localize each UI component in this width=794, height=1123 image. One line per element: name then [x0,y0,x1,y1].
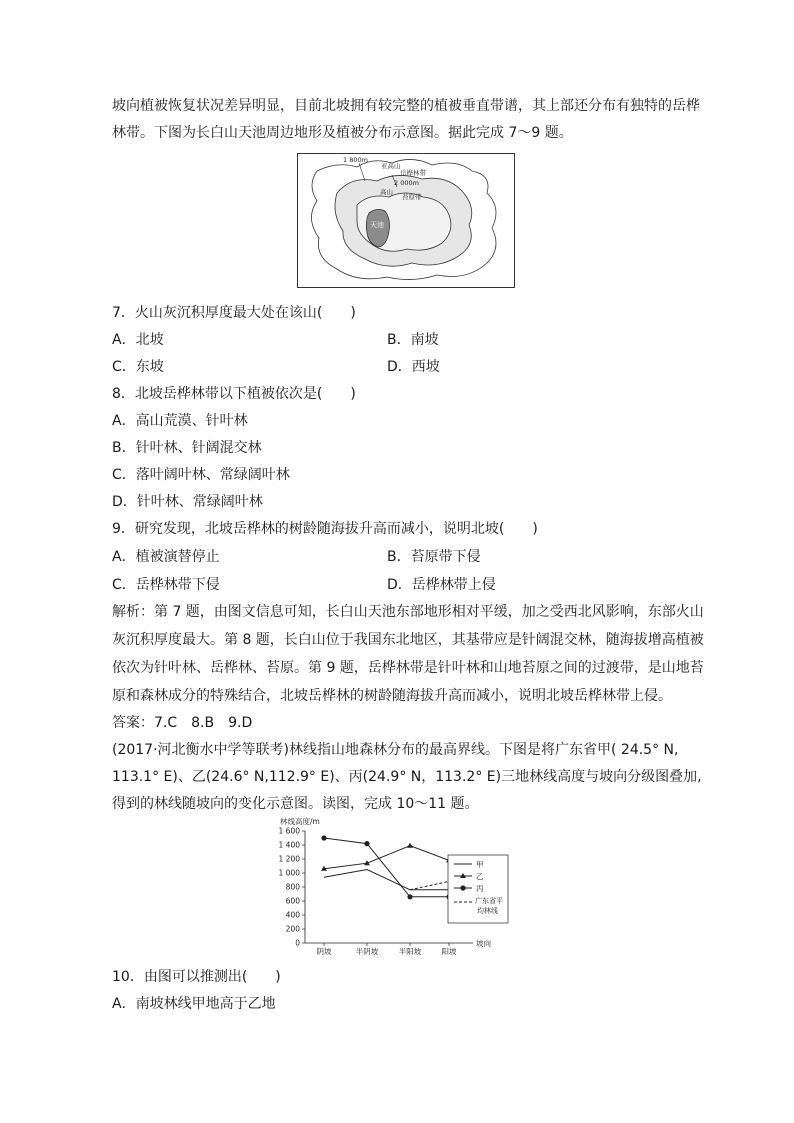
legend-label-bing: 丙 [476,884,484,893]
q9-option-d: D．岳桦林带上侵 [387,577,496,593]
intro2-line-3: 得到的林线随坡向的变化示意图。读图，完成 10～11 题。 [112,796,479,812]
series-line-2 [324,838,449,897]
chart-xlabel: 坡向 [476,939,491,948]
label-2000: 2 000m [394,179,419,187]
data-point-circle [407,894,412,899]
q8-option-b: B．针叶林、针阔混交林 [112,440,262,456]
data-point-circle [364,841,369,846]
legend-label-avg-2: 均林线 [477,907,498,915]
lake-label: 天池 [370,221,384,229]
chart-ylabel: 林线高度/m [280,817,320,826]
data-point-triangle [407,843,413,848]
analysis-line-2: 灰沉积厚度最大。第 8 题，长白山位于我国东北地区，其基带应是针阔混交林，随海拔增高植被 [112,632,704,648]
series-line-3 [410,881,449,889]
chart-legend [448,855,508,923]
q9-option-c: C．岳桦林带下侵 [112,577,220,593]
q8-option-d: D．针叶林、常绿阔叶林 [112,494,263,510]
y-tick-label: 400 [285,910,300,920]
y-tick-label: 600 [285,896,300,906]
y-tick-label: 0 [295,938,300,948]
answer-line: 答案：7.C 8.B 9.D [112,715,253,731]
analysis-line-3: 依次为针叶林、岳桦林、苔原。第 9 题，岳桦林带是针叶林和山地苔原之间的过渡带，是山地苔 [112,660,704,676]
q9-option-b: B．苔原带下侵 [387,549,481,565]
changbaishan-map [297,153,515,288]
analysis-line-1: 解析：第 7 题，由图文信息可知，长白山天池东部地形相对平缓，加之受西北风影响，东部火山 [112,604,704,620]
label-1800: 1 800m [343,156,368,164]
q7-option-a: A．北坡 [112,332,164,348]
data-point-circle [321,835,326,840]
series-group [321,835,452,899]
x-tick-label: 阳坡 [441,947,457,956]
label-birch-1: 亚高山 [381,162,401,170]
x-ticks [317,943,457,956]
intro-line-1: 坡向植被恢复状况差异明显，目前北坡拥有较完整的植被垂直带谱，其上部还分布有独特的岳桦 [112,98,700,114]
y-tick-label: 1 400 [278,840,300,850]
y-tick-label: 1 200 [278,854,300,864]
x-tick-label: 阴坡 [316,947,332,956]
label-tundra-1: 高山 [380,188,393,196]
q8-option-a: A．高山荒漠、针叶林 [112,413,248,429]
y-tick-label: 1 000 [278,868,300,878]
q7-option-d: D．西坡 [387,359,440,375]
analysis-line-4: 原和森林成分的特殊结合，北坡岳桦林的树龄随海拔升高而减小，说明北坡岳桦林带上侵。 [112,688,672,704]
q7-option-b: B．南坡 [387,332,439,348]
legend-marker-bing [460,885,465,890]
q9-stem: 9．研究发现，北坡岳桦林的树龄随海拔升高而减小，说明北坡( ) [112,521,538,537]
intro2-line-1: (2017·河北衡水中学等联考)林线指山地森林分布的最高界线。下图是将广东省甲( 24.5° N, [112,742,679,758]
q10-option-a: A．南坡林线甲地高于乙地 [112,996,276,1012]
legend-label-avg-1: 广东省平 [475,897,503,905]
legend-label-yi: 乙 [476,872,484,881]
y-ticks [279,827,305,948]
legend-label-jia: 甲 [476,860,484,869]
treeline-chart [258,815,548,960]
series-line-0 [324,870,449,890]
q8-option-c: C．落叶阔叶林、常绿阔叶林 [112,467,290,483]
x-tick-label: 半阴坡 [355,947,379,956]
series-line-1 [324,846,449,869]
q9-option-a: A．植被演替停止 [112,549,220,565]
y-tick-label: 200 [285,924,300,934]
q10-stem: 10．由图可以推测出( ) [112,969,281,985]
q8-stem: 8．北坡岳桦林带以下植被依次是( ) [112,386,356,402]
intro2-line-2: 113.1° E)、乙(24.6° N,112.9° E)、丙(24.9° N，113.2° E)三地林线高度与坡向分级图叠加, [112,769,702,785]
q7-option-c: C．东坡 [112,359,164,375]
intro-line-2: 林带。下图为长白山天池周边地形及植被分布示意图。据此完成 7～9 题。 [112,125,573,141]
y-tick-label: 800 [285,882,300,892]
label-tundra-2: 苔原带 [402,193,422,201]
q7-stem: 7．火山灰沉积厚度最大处在该山( ) [112,305,356,321]
label-birch-2: 岳桦林带 [400,169,426,177]
y-tick-label: 1 600 [278,826,300,836]
x-tick-label: 半阳坡 [398,947,422,956]
